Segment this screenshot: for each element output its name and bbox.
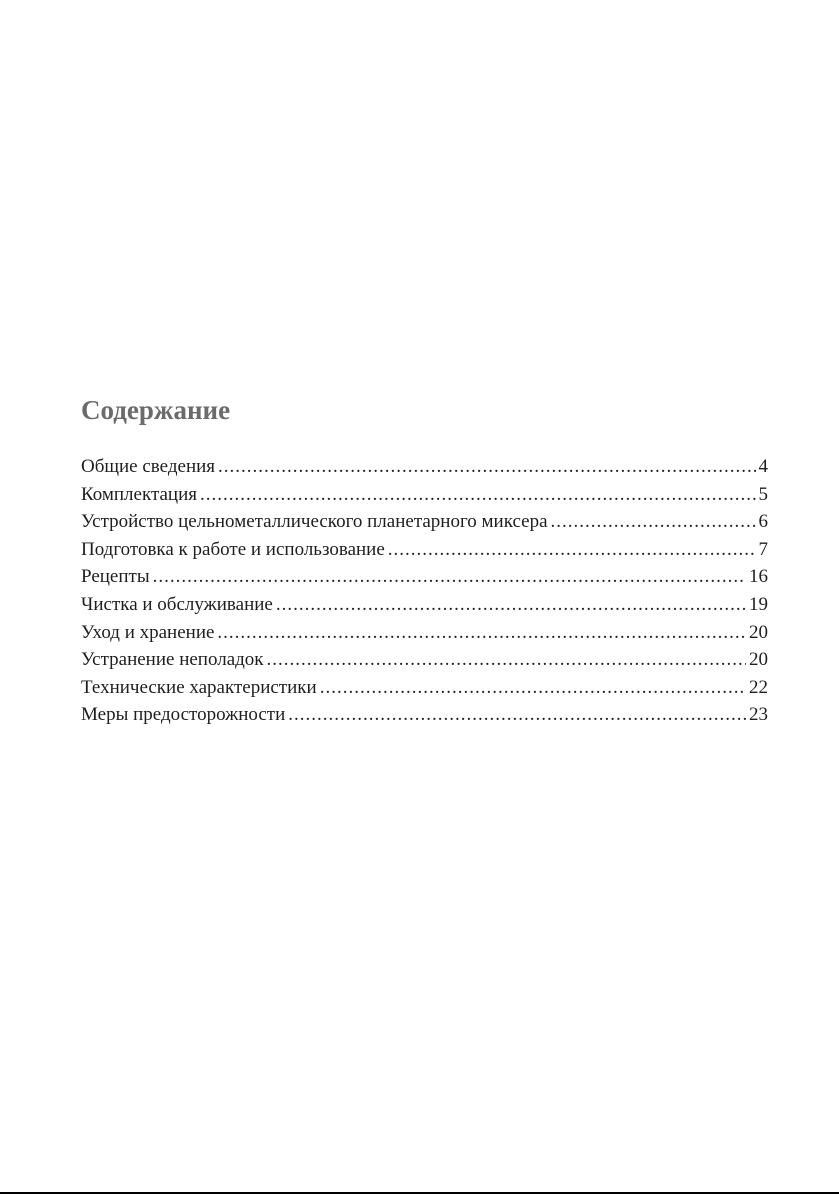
toc-entry-label: Устройство цельнометаллического планетарного миксера <box>81 511 548 533</box>
toc-entry-troubleshooting[interactable] <box>81 646 768 674</box>
toc-entry-label: Устранение неполадок <box>81 649 264 671</box>
toc-entry-label: Уход и хранение <box>81 621 215 643</box>
toc-entry-general-info[interactable] <box>81 453 768 481</box>
toc-entry-page: 20 <box>749 621 768 643</box>
toc-entry-label: Технические характеристики <box>81 676 317 698</box>
toc-entry-page: 22 <box>749 676 768 698</box>
toc-entry-mixer-design[interactable] <box>81 508 768 536</box>
dot-leader <box>217 619 746 647</box>
toc-entry-label: Комплектация <box>81 483 197 505</box>
toc-entry-page: 20 <box>749 649 768 671</box>
toc-entry-page: 7 <box>758 538 768 560</box>
dot-leader <box>551 508 756 536</box>
toc-entry-label: Меры предосторожности <box>81 704 286 726</box>
toc-list <box>81 453 768 729</box>
toc-entry-page: 4 <box>758 456 768 477</box>
toc-entry-package-contents[interactable] <box>81 481 768 509</box>
toc-entry-page: 5 <box>758 483 768 505</box>
toc-entry-preparation-and-use[interactable] <box>81 536 768 564</box>
dot-leader <box>267 646 746 674</box>
toc-entry-label: Чистка и обслуживание <box>81 593 273 615</box>
toc-entry-recipes[interactable] <box>81 563 768 591</box>
toc-entry-page: 6 <box>758 511 768 533</box>
toc-entry-care-storage[interactable] <box>81 619 768 647</box>
dot-leader <box>320 674 746 702</box>
dot-leader <box>276 591 746 619</box>
dot-leader <box>200 481 756 509</box>
dot-leader <box>388 536 756 564</box>
toc-title: Содержание <box>81 395 231 425</box>
toc-entry-label: Рецепты <box>81 566 150 588</box>
toc-entry-page: 23 <box>749 704 768 726</box>
dot-leader <box>218 453 755 481</box>
toc-entry-page: 16 <box>749 566 768 588</box>
toc-entry-label: Общие сведения <box>81 456 216 477</box>
dot-leader <box>153 563 746 591</box>
toc-entry-specifications[interactable] <box>81 674 768 702</box>
toc-entry-safety-precautions[interactable] <box>81 701 768 729</box>
toc-entry-cleaning-maintenance[interactable] <box>81 591 768 619</box>
dot-leader <box>288 701 746 729</box>
toc-entry-label: Подготовка к работе и использование <box>81 538 385 560</box>
toc-entry-page: 19 <box>749 593 768 615</box>
